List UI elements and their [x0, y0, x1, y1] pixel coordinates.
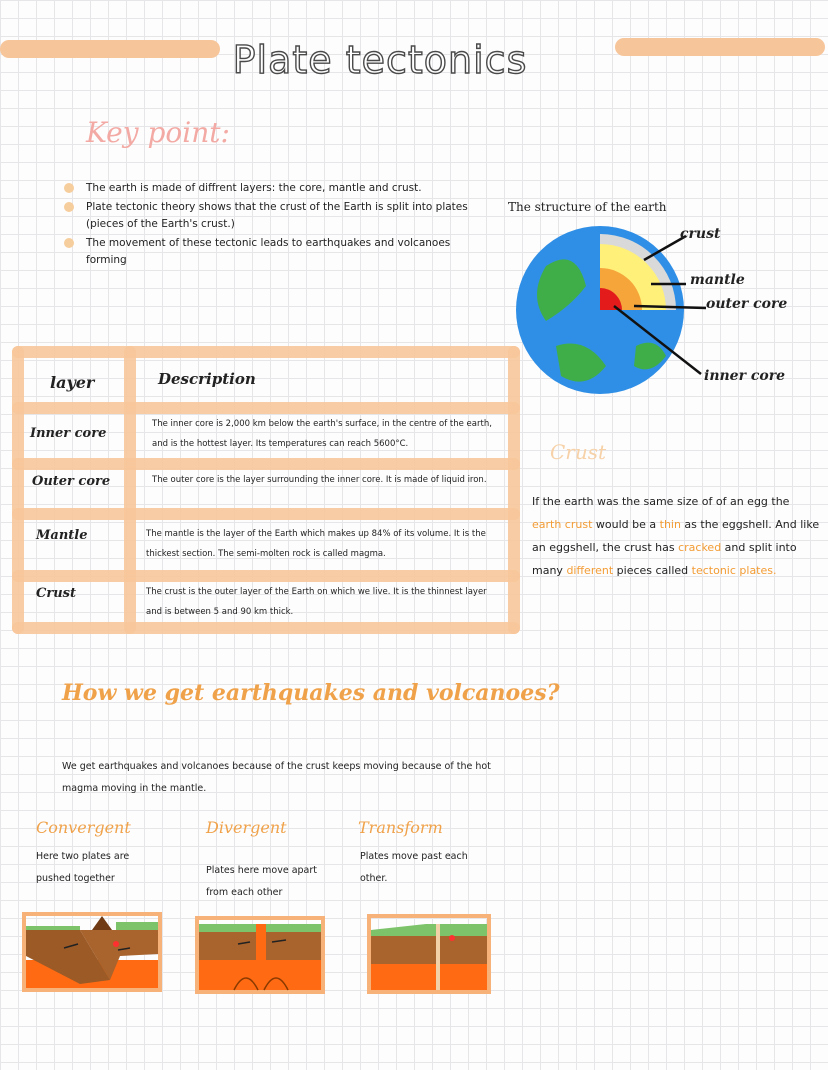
crust-highlight: different [566, 564, 614, 577]
boundary-description: Plates move past each other. [360, 851, 468, 884]
table-rule [12, 402, 520, 414]
table-layer-cell: Outer core [32, 474, 111, 489]
key-point-list [62, 180, 482, 271]
divergent-boundary-diagram [194, 912, 326, 996]
table-description-cell: The mantle is the layer of the Earth which makes up 84% of its volume. It is the thickest section. The semi-molten rock is called magma. [146, 529, 486, 559]
table-rule [12, 346, 520, 358]
table-layer-cell: Crust [36, 586, 76, 601]
earthquakes-heading: How we get earthquakes and volcanoes? [62, 680, 560, 706]
crust-highlight: thin [659, 518, 681, 531]
table-description-cell: The outer core is the layer surrounding the inner core. It is made of liquid iron. [152, 475, 487, 485]
crust-highlight: tectonic plates. [691, 564, 777, 577]
page-title: Plate tectonics [232, 38, 528, 82]
table-rule [12, 458, 520, 470]
key-point-bullet: The earth is made of diffrent layers: the core, mantle and crust. [62, 180, 482, 197]
boundary-name: Transform [358, 818, 443, 837]
boundary-description: Plates here move apart from each other [206, 865, 318, 898]
crust-text-part: as the eggshell. And like an eggshell, the crust has [532, 518, 820, 554]
transform-boundary-diagram [366, 910, 492, 996]
label-outer-core: outer core [706, 296, 788, 312]
table-layer-cell: Mantle [36, 528, 88, 543]
crust-note-heading: Crust [550, 440, 607, 464]
table-rule [12, 346, 24, 634]
table-description-cell: The inner core is 2,000 km below the earth's surface, in the centre of the earth, and is the hottest layer. Its temperatures can reach 5600°C. [152, 419, 492, 449]
boundary-name: Convergent [36, 818, 131, 837]
table-rule [12, 508, 520, 520]
crust-text-part: and split into many [532, 541, 797, 577]
earthquakes-text: We get earthquakes and volcanoes because of the crust keeps moving because of the hot magma moving in the mantle. [62, 761, 491, 794]
table-description-cell: The crust is the outer layer of the Earth on which we live. It is the thinnest layer and is between 5 and 90 km thick. [146, 587, 487, 617]
convergent-boundary-diagram [20, 908, 164, 994]
table-header-layer: layer [50, 373, 95, 392]
key-point-bullet: The movement of these tectonic leads to earthquakes and volcanoes forming [62, 235, 482, 269]
label-inner-core: inner core [704, 368, 785, 384]
crust-highlight: earth crust [532, 518, 593, 531]
table-header-description: Description [158, 370, 256, 388]
structure-title: The structure of the earth [508, 200, 667, 214]
boundary-description: Here two plates are pushed together [36, 851, 130, 884]
label-crust: crust [680, 226, 721, 242]
key-point-bullet: Plate tectonic theory shows that the crust of the Earth is split into plates (pieces of the Earth's crust.) [62, 199, 482, 233]
crust-text-part: If the earth was the same size of of an egg the [532, 495, 790, 508]
crust-note-text [532, 490, 822, 582]
boundary-name: Divergent [206, 818, 287, 837]
crust-text-part: would be a [592, 518, 660, 531]
table-rule [12, 570, 520, 582]
table-rule [12, 622, 520, 634]
crust-highlight: cracked [678, 541, 722, 554]
crust-text-part: pieces called [613, 564, 692, 577]
label-mantle: mantle [690, 272, 745, 288]
key-point-heading: Key point: [86, 116, 230, 149]
table-rule [508, 346, 520, 634]
table-layer-cell: Inner core [30, 426, 107, 441]
